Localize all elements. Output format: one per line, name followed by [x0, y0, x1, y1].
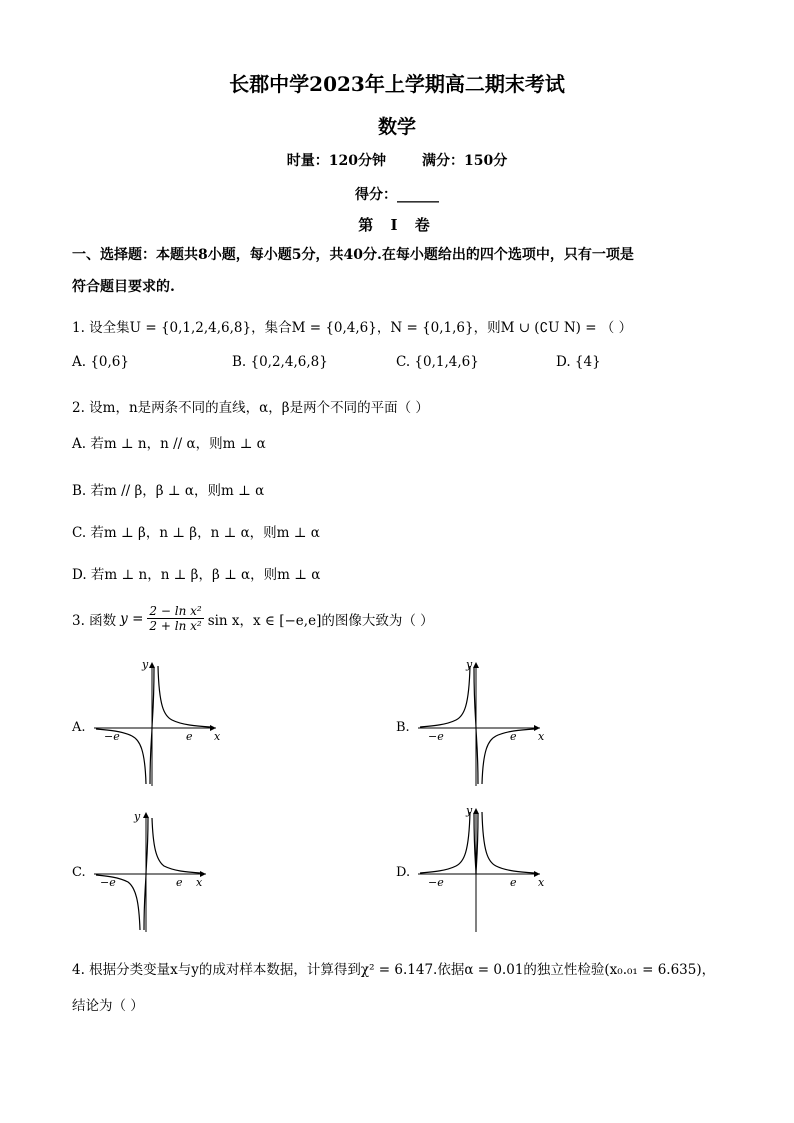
q3-stem-suffix: sin x，x ∈ [−e,e]的图像大致为（ ） [207, 612, 434, 629]
q3-graph-b [410, 656, 550, 790]
y-axis-arrow [473, 808, 479, 814]
q3-label-b: B. [396, 720, 410, 735]
q3-denominator: 2 + ln x² [149, 619, 202, 633]
q2-stem: 2. 设m，n是两条不同的直线，α，β是两个不同的平面（ ） [72, 400, 429, 416]
q2-option-c: C. 若m ⊥ β，n ⊥ β，n ⊥ α，则m ⊥ α [72, 525, 320, 541]
q3-graph-c [86, 806, 216, 936]
section-heading-line1: 一、选择题：本题共8小题，每小题5分，共40分.在每小题给出的四个选项中，只有一项是 [72, 247, 634, 263]
q3-numerator: 2 − ln x² [149, 604, 202, 618]
q3-stem-prefix: 3. 函数 [72, 612, 117, 629]
curve-right [482, 729, 534, 784]
x-label: x [538, 876, 545, 889]
q1-option-b: B. {0,2,4,6,8} [232, 354, 328, 370]
q2-option-d: D. 若m ⊥ n，n ⊥ β，β ⊥ α，则m ⊥ α [72, 567, 321, 583]
neg-e-label: −e [428, 876, 444, 889]
q3-y-equals: y = [120, 610, 144, 627]
exam-title: 长郡中学2023年上学期高二期末考试 [229, 72, 565, 96]
q4-stem-line2: 结论为（ ） [72, 998, 144, 1014]
neg-e-label: −e [104, 730, 120, 743]
pos-e-label: e [176, 876, 183, 889]
x-label: x [214, 730, 221, 743]
x-label: x [538, 730, 545, 743]
exam-subject: 数学 [377, 116, 416, 138]
q4-stem-line1: 4. 根据分类变量x与y的成对样本数据，计算得到χ² = 6.147.依据α = 0.01的独立性检验(x₀.₀₁ = 6.635)， [72, 962, 716, 978]
curve-right [482, 812, 534, 873]
exam-meta [0, 150, 794, 170]
x-label: x [196, 876, 203, 889]
pos-e-label: e [510, 876, 517, 889]
q3-stem [72, 604, 434, 633]
volume-label: 第 Ⅰ 卷 [358, 216, 436, 234]
q3-label-a: A. [72, 720, 86, 735]
y-label: y [134, 810, 141, 823]
exam-full-score: 满分：150分 [422, 153, 508, 169]
q1-stem: 1. 设全集U = {0,1,2,4,6,8}，集合M = {0,4,6}，N = {0,1,6}，则M ∪ (∁U N) = （ ） [72, 320, 633, 336]
curve-left [420, 666, 470, 727]
q2-option-b: B. 若m // β，β ⊥ α，则m ⊥ α [72, 483, 265, 499]
q3-label-d: D. [396, 865, 411, 880]
y-axis-arrow [473, 662, 479, 668]
curve-right [152, 818, 200, 873]
curve-right [158, 666, 210, 727]
y-axis-arrow [143, 812, 149, 818]
score-field: 得分：______ [355, 187, 439, 203]
y-label: y [466, 658, 473, 671]
neg-e-label: −e [428, 730, 444, 743]
exam-time: 时量：120分钟 [286, 153, 386, 169]
pos-e-label: e [186, 730, 193, 743]
y-label: y [142, 658, 149, 671]
q1-option-a: A. {0,6} [72, 354, 129, 370]
q3-fraction [147, 604, 203, 633]
q3-graph-d [410, 802, 550, 936]
y-axis-arrow [149, 662, 155, 668]
q3-label-c: C. [72, 865, 86, 880]
curve-left [420, 812, 470, 873]
neg-e-label: −e [100, 876, 116, 889]
section-heading-line2: 符合题目要求的. [72, 279, 175, 295]
q2-option-a: A. 若m ⊥ n，n // α，则m ⊥ α [72, 436, 266, 452]
q1-option-d: D. {4} [556, 354, 601, 370]
q1-option-c: C. {0,1,4,6} [396, 354, 479, 370]
q3-graph-a [86, 656, 226, 790]
y-label: y [466, 804, 473, 817]
pos-e-label: e [510, 730, 517, 743]
